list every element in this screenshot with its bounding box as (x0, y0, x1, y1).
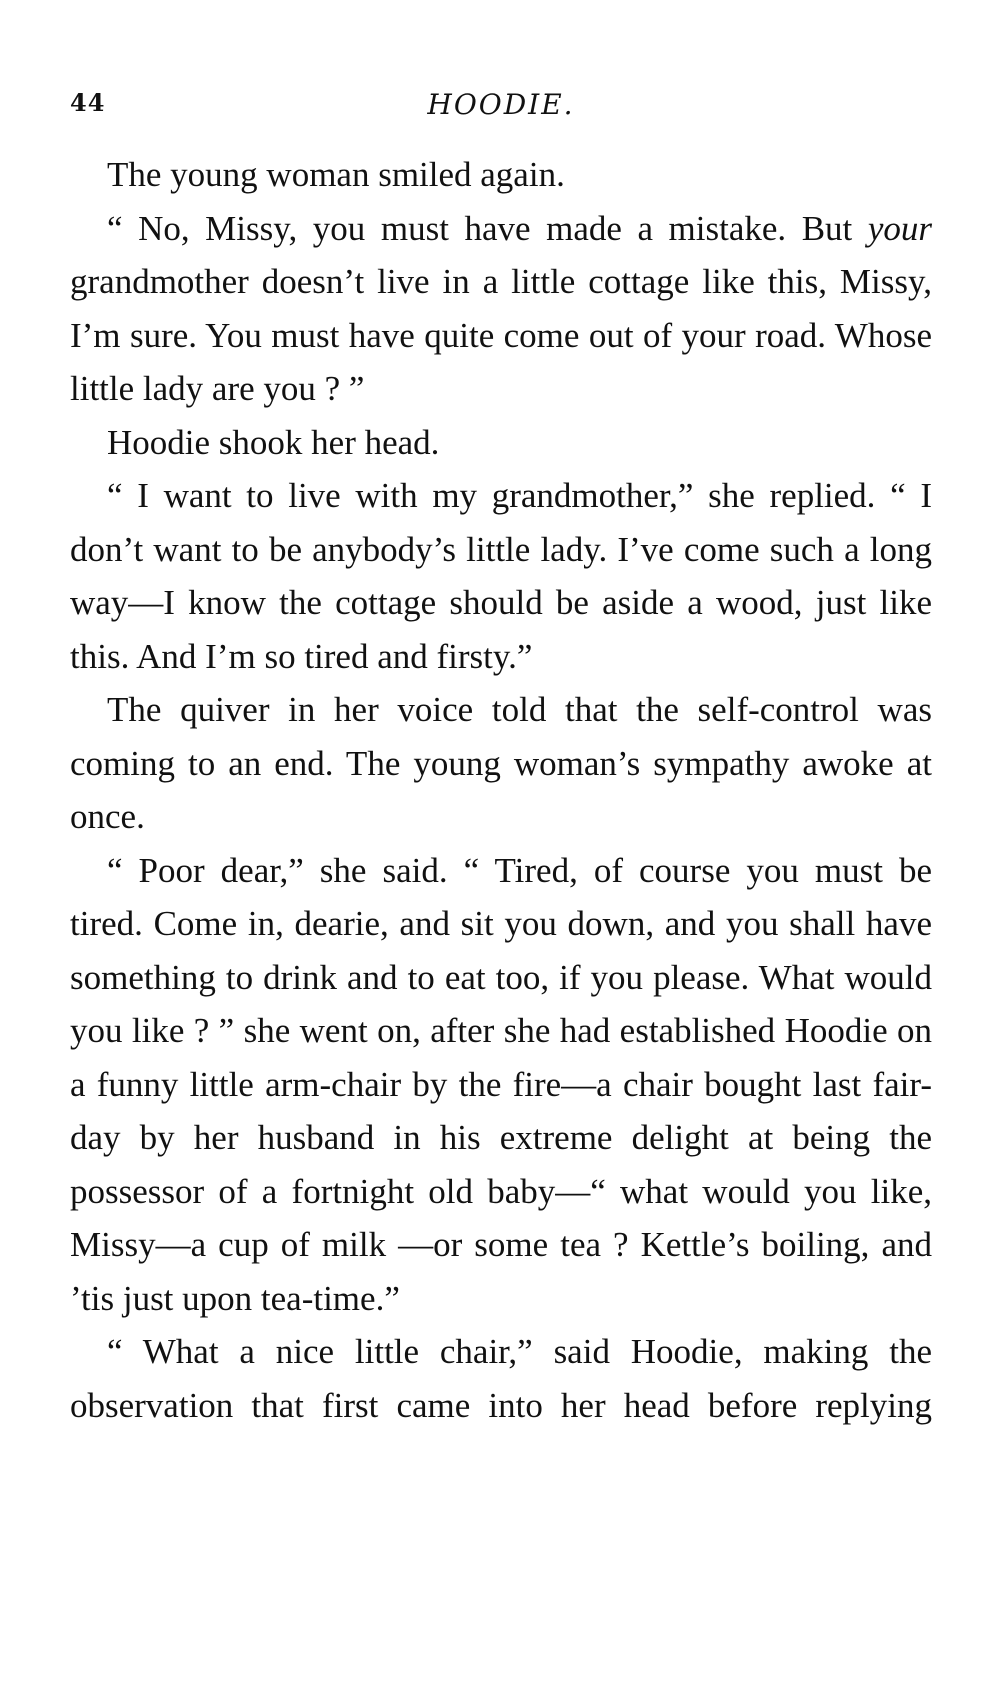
paragraph: Hoodie shook her head. (107, 422, 440, 462)
paragraph: “ I want to live with my grandmother,” she replied. “ I don’t want to be anybody’s little lady. I’ve come such a long way—I know the cottage should be aside a wood, just like this. And I’m so tired and firsty.” (70, 476, 932, 676)
paragraph: The young woman smiled again. (107, 155, 565, 194)
page-number: 44 (70, 88, 106, 117)
running-title: HOODIE. (427, 88, 575, 121)
text-run: grandmother doesn’t live in a little cottage like this, Missy, I’m sure. You must have quite come out of your road. Whose little lady are you ? ” (70, 262, 932, 408)
body-text (70, 148, 932, 1432)
text-run: “ No, Missy, you must have made a mistake. But (107, 208, 868, 248)
paragraph: “ What a nice little chair,” said Hoodie, making the observation that first came into her head before replying (70, 1332, 932, 1425)
paragraph: “ Poor dear,” she said. “ Tired, of course you must be tired. Come in, dearie, and sit you down, and you shall have something to drink and to eat too, if you please. What would you like ? ” she went on, after she had established Hoodie on a funny little arm-chair by the fire—a chair bought last fair-day by her husband in his extreme delight at being the possessor of a fortnight old baby—“ what would you like, Missy—a cup of milk —or some tea ? Kettle’s boiling, and ’tis just upon tea-time.” (70, 850, 932, 1318)
emphasis: your (867, 208, 932, 248)
paragraph (70, 202, 932, 416)
paragraph: The quiver in her voice told that the self-control was coming to an end. The young woman’s sympathy awoke at once. (70, 690, 932, 836)
page-header (70, 88, 932, 128)
